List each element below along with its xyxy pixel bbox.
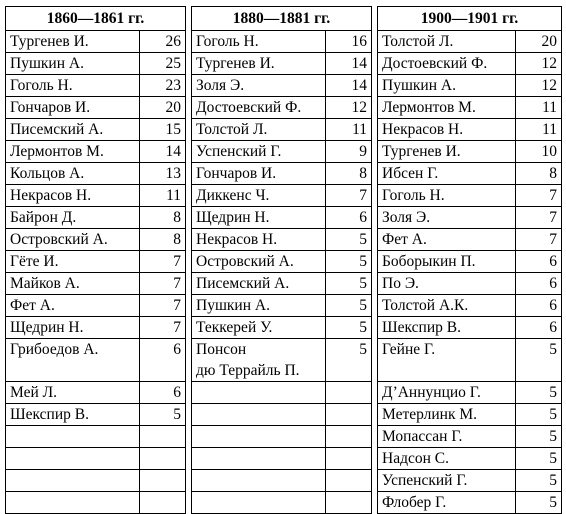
mention-count: 7 [140, 251, 186, 273]
mention-count: 12 [516, 75, 562, 97]
author-name: Достоевский Ф. [192, 97, 326, 119]
author-name: Пушкин А. [6, 53, 140, 75]
author-name: Грибоедов А. [6, 339, 140, 382]
author-name: Кольцов А. [6, 163, 140, 185]
author-name: Толстой Л. [378, 31, 516, 53]
mention-count [326, 448, 372, 470]
mention-count: 12 [326, 97, 372, 119]
mention-count: 14 [326, 75, 372, 97]
table-row [6, 273, 562, 295]
mention-count: 7 [516, 229, 562, 251]
author-name: Флобер Г. [378, 492, 516, 514]
mention-count: 5 [140, 404, 186, 426]
mention-count: 5 [326, 339, 372, 382]
mention-count: 8 [140, 207, 186, 229]
table-row [6, 31, 562, 53]
mention-count: 6 [516, 273, 562, 295]
mention-count [326, 470, 372, 492]
mention-count: 7 [326, 185, 372, 207]
author-name [6, 448, 140, 470]
mention-count: 6 [516, 317, 562, 339]
author-name-line: Понсон [196, 341, 247, 358]
mention-count: 5 [516, 404, 562, 426]
author-name: Писемский А. [192, 273, 326, 295]
period-header: 1880—1881 гг. [192, 7, 372, 31]
author-name: Тургенев И. [192, 53, 326, 75]
author-name: Надсон С. [378, 448, 516, 470]
table-row [6, 75, 562, 97]
author-name: Мей Л. [6, 382, 140, 404]
mention-count: 5 [326, 273, 372, 295]
author-name: Тургенев И. [378, 141, 516, 163]
mention-count: 5 [516, 448, 562, 470]
table-row [6, 492, 562, 514]
mention-count: 26 [140, 31, 186, 53]
author-name: Писемский А. [6, 119, 140, 141]
author-name: Золя Э. [378, 207, 516, 229]
author-name: Некрасов Н. [378, 119, 516, 141]
author-name [192, 382, 326, 404]
author-name-line: дю Террайль П. [196, 362, 300, 379]
author-name: Гейне Г. [378, 339, 516, 382]
author-name: Щедрин Н. [192, 207, 326, 229]
table-row [6, 251, 562, 273]
author-name: Теккерей У. [192, 317, 326, 339]
author-name: Толстой А.К. [378, 295, 516, 317]
table-row [6, 53, 562, 75]
author-name: Шекспир В. [6, 404, 140, 426]
mention-count: 5 [516, 492, 562, 514]
author-name [192, 448, 326, 470]
mention-count: 6 [140, 382, 186, 404]
mention-count: 7 [140, 273, 186, 295]
author-name: Некрасов Н. [192, 229, 326, 251]
author-name: Ибсен Г. [378, 163, 516, 185]
mention-count: 15 [140, 119, 186, 141]
author-name: Диккенс Ч. [192, 185, 326, 207]
author-name: Мопассан Г. [378, 426, 516, 448]
mention-count: 11 [140, 185, 186, 207]
author-name [192, 404, 326, 426]
mention-count: 5 [326, 251, 372, 273]
author-name: Толстой Л. [192, 119, 326, 141]
table-row [6, 207, 562, 229]
table-row [6, 382, 562, 404]
mention-count: 5 [516, 426, 562, 448]
table-row [6, 339, 562, 382]
mention-count: 20 [140, 97, 186, 119]
mention-count: 14 [140, 141, 186, 163]
author-name [6, 470, 140, 492]
author-name: Гоголь Н. [378, 185, 516, 207]
author-name: Лермонтов М. [378, 97, 516, 119]
author-name: Байрон Д. [6, 207, 140, 229]
table-body [6, 31, 562, 514]
author-name: Гоголь Н. [6, 75, 140, 97]
mention-count: 5 [516, 470, 562, 492]
author-name: Метерлинк М. [378, 404, 516, 426]
mention-count: 16 [326, 31, 372, 53]
author-name: Островский А. [192, 251, 326, 273]
mention-count: 13 [140, 163, 186, 185]
author-name: Шекспир В. [378, 317, 516, 339]
author-name: Лермонтов М. [6, 141, 140, 163]
author-name: Островский А. [6, 229, 140, 251]
author-name: Майков А. [6, 273, 140, 295]
mention-count: 9 [326, 141, 372, 163]
table-row [6, 404, 562, 426]
author-name: Гончаров И. [192, 163, 326, 185]
author-name [192, 470, 326, 492]
mention-count [326, 404, 372, 426]
mention-count [140, 492, 186, 514]
mention-count: 6 [516, 295, 562, 317]
mention-count: 7 [140, 317, 186, 339]
mention-count: 20 [516, 31, 562, 53]
mention-count: 11 [516, 119, 562, 141]
table-row [6, 141, 562, 163]
mention-count: 11 [516, 97, 562, 119]
author-name: Гончаров И. [6, 97, 140, 119]
author-popularity-table [5, 6, 562, 514]
mention-count: 6 [140, 339, 186, 382]
mention-count: 5 [326, 229, 372, 251]
mention-count: 6 [326, 207, 372, 229]
period-header: 1900—1901 гг. [378, 7, 562, 31]
mention-count [326, 426, 372, 448]
author-name: Пушкин А. [378, 75, 516, 97]
period-header: 1860—1861 гг. [6, 7, 186, 31]
table-row [6, 426, 562, 448]
author-name: Пушкин А. [192, 295, 326, 317]
mention-count: 23 [140, 75, 186, 97]
mention-count: 11 [326, 119, 372, 141]
table-row [6, 229, 562, 251]
author-name: Д’Аннунцио Г. [378, 382, 516, 404]
mention-count: 8 [516, 163, 562, 185]
mention-count: 7 [516, 207, 562, 229]
author-name [192, 339, 326, 382]
mention-count: 6 [516, 251, 562, 273]
mention-count: 10 [516, 141, 562, 163]
mention-count: 5 [516, 382, 562, 404]
table-row [6, 295, 562, 317]
mention-count: 14 [326, 53, 372, 75]
header-row [6, 7, 562, 31]
author-name: Фет А. [6, 295, 140, 317]
author-name: Фет А. [378, 229, 516, 251]
author-name: Щедрин Н. [6, 317, 140, 339]
mention-count [140, 426, 186, 448]
mention-count [326, 492, 372, 514]
author-name [6, 426, 140, 448]
author-name: Гёте И. [6, 251, 140, 273]
table-row [6, 119, 562, 141]
author-name: Тургенев И. [6, 31, 140, 53]
author-name [192, 426, 326, 448]
table-row [6, 163, 562, 185]
author-name [6, 492, 140, 514]
author-name: Некрасов Н. [6, 185, 140, 207]
mention-count: 5 [326, 317, 372, 339]
author-name: Золя Э. [192, 75, 326, 97]
table-row [6, 470, 562, 492]
author-name: По Э. [378, 273, 516, 295]
table-row [6, 448, 562, 470]
mention-count: 25 [140, 53, 186, 75]
mention-count: 7 [516, 185, 562, 207]
author-name: Гоголь Н. [192, 31, 326, 53]
mention-count: 5 [326, 295, 372, 317]
mention-count: 8 [140, 229, 186, 251]
mention-count: 5 [516, 339, 562, 382]
table-row [6, 185, 562, 207]
author-name: Боборыкин П. [378, 251, 516, 273]
author-name [192, 492, 326, 514]
mention-count [326, 382, 372, 404]
mention-count: 7 [140, 295, 186, 317]
mention-count [140, 470, 186, 492]
author-name: Успенский Г. [378, 470, 516, 492]
table-row [6, 97, 562, 119]
mention-count: 12 [516, 53, 562, 75]
mention-count: 8 [326, 163, 372, 185]
author-name: Достоевский Ф. [378, 53, 516, 75]
author-name: Успенский Г. [192, 141, 326, 163]
table-row [6, 317, 562, 339]
mention-count [140, 448, 186, 470]
